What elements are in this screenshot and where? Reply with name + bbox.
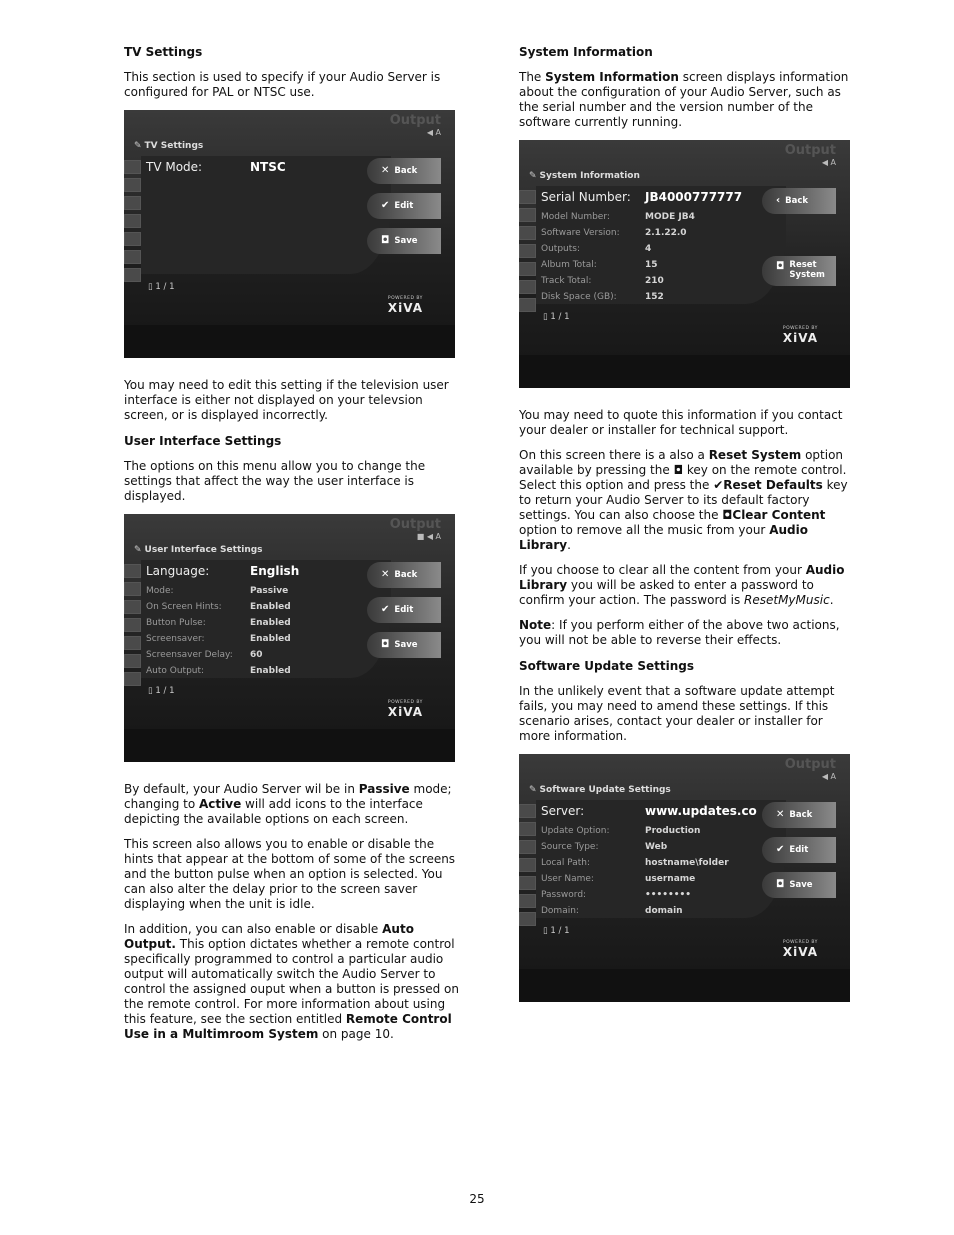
- tv-settings-screenshot: [124, 110, 455, 358]
- zone-label: A: [830, 158, 836, 167]
- chevron-left-icon: ‹: [776, 195, 781, 206]
- settings-row[interactable]: Password: ••••••••: [541, 890, 692, 900]
- edit-button[interactable]: ✔ Edit: [367, 193, 441, 219]
- page-indicator: 1 / 1: [155, 282, 175, 292]
- right-column: [519, 44, 856, 1022]
- save-button[interactable]: ◘ Save: [367, 228, 441, 254]
- save-button[interactable]: ◘ Save: [367, 632, 441, 658]
- back-button[interactable]: ‹ Back: [762, 188, 836, 214]
- square-icon: ◘: [381, 639, 390, 650]
- xiva-logo: POWERED BY XiVA: [782, 326, 818, 345]
- settings-row[interactable]: Serial Number: JB4000777777: [541, 190, 743, 204]
- left-bar: [519, 190, 536, 316]
- page-icon: ▯: [148, 282, 153, 292]
- page-indicator: 1 / 1: [550, 926, 570, 936]
- speaker-icon: ◀: [426, 532, 433, 541]
- support-paragraph: You may need to quote this information if you contact your dealer or installer for technical support.: [519, 408, 843, 437]
- check-icon: ✔: [381, 200, 390, 211]
- settings-row[interactable]: Language: English: [146, 564, 300, 578]
- settings-row[interactable]: Outputs: 4: [541, 244, 652, 254]
- check-icon: ✔: [381, 604, 390, 615]
- ui-settings-heading: User Interface Settings: [124, 434, 282, 448]
- output-label: Output: [389, 517, 441, 532]
- page-indicator: 1 / 1: [155, 686, 175, 696]
- hints-paragraph: This screen also allows you to enable or disable the hints that appear at the bottom of some of the screens and the button pulse when an option is selected. You can also alter the delay prior to the screen saver displaying when the unit is idle.: [124, 837, 456, 911]
- close-icon: ✕: [381, 569, 390, 580]
- system-info-intro: The System Information screen displays information about the configuration of your Audio Server, such as the serial number and the version number of the software currently running.: [519, 70, 849, 129]
- password-paragraph: If you choose to clear all the content from your Audio Library you will be asked to enter a password to confirm your action. The password is ResetMyMusic.: [519, 563, 845, 607]
- page-icon: ▯: [543, 926, 548, 936]
- left-bar: [124, 564, 141, 690]
- screen-title: User Interface Settings: [144, 545, 263, 555]
- xiva-logo: POWERED BY XiVA: [782, 940, 818, 959]
- wrench-icon: ✎: [529, 785, 537, 795]
- tv-settings-intro: This section is used to specify if your Audio Server is configured for PAL or NTSC use.: [124, 70, 441, 99]
- screen-title: TV Settings: [144, 141, 204, 151]
- screen-title: System Information: [539, 171, 640, 181]
- wrench-icon: ✎: [134, 141, 142, 151]
- speaker-icon: ◀: [821, 158, 828, 167]
- wrench-icon: ✎: [529, 171, 537, 181]
- auto-output-paragraph: In addition, you can also enable or disable Auto Output. This option dictates whether a remote control specifically programmed to control a particular audio output will automatically switch the Audio Server to control the assigned ouput when a button is pressed on the remote control. For more information about using this feature, see the section entitled Remote Control Use in a Multimroom System on page 10.: [124, 922, 459, 1041]
- screen-title: Software Update Settings: [539, 785, 671, 795]
- save-button[interactable]: ◘ Save: [762, 872, 836, 898]
- settings-row[interactable]: Model Number: MODE JB4: [541, 212, 695, 222]
- row-key: TV Mode:: [146, 160, 203, 174]
- settings-row[interactable]: Screensaver: Enabled: [146, 634, 291, 644]
- output-label: Output: [389, 113, 441, 128]
- page-number: 25: [469, 1192, 485, 1206]
- settings-row[interactable]: Local Path: hostname\folder: [541, 858, 729, 868]
- page-icon: ▯: [543, 312, 548, 322]
- output-label: Output: [784, 757, 836, 772]
- page-indicator: 1 / 1: [550, 312, 570, 322]
- tv-settings-note: You may need to edit this setting if the television user interface is either not displayed on your televsion screen, or is displayed incorrectly.: [124, 378, 449, 422]
- back-button[interactable]: ✕ Back: [367, 158, 441, 184]
- speaker-icon: ◀: [821, 772, 828, 781]
- system-info-heading: System Information: [519, 45, 653, 59]
- note-paragraph: Note: If you perform either of the above two actions, you will not be able to reverse their effects.: [519, 618, 840, 647]
- reset-paragraph: On this screen there is a also a Reset System option available by pressing the ◘ key on the remote control. Select this option and press the ✔Reset Defaults key to return your Audio Server to its default factory settings. You can also choose the ◘Clear Content option to remove all the music from your Audio Library.: [519, 448, 848, 552]
- ui-settings-intro: The options on this menu allow you to change the settings that affect the way the user interface is displayed.: [124, 459, 426, 503]
- close-icon: ✕: [776, 809, 785, 820]
- left-column: [124, 44, 461, 1052]
- mode-paragraph: By default, your Audio Server wil be in Passive mode; changing to Active will add icons to the interface depicting the available options on each screen.: [124, 782, 452, 826]
- reset-system-button[interactable]: ◘ Reset System: [762, 256, 836, 286]
- check-icon: ✔: [713, 478, 724, 492]
- software-update-intro: In the unlikely event that a software update attempt fails, you may need to amend these settings. If this scenario arises, contact your dealer or installer for more information.: [519, 684, 835, 743]
- settings-row[interactable]: Button Pulse: Enabled: [146, 618, 291, 628]
- settings-row[interactable]: Domain: domain: [541, 906, 683, 916]
- close-icon: ✕: [381, 165, 390, 176]
- square-key-icon: ◘: [673, 463, 684, 477]
- xiva-logo: POWERED BY XiVA: [387, 296, 423, 315]
- edit-button[interactable]: ✔ Edit: [762, 837, 836, 863]
- edit-button[interactable]: ✔ Edit: [367, 597, 441, 623]
- square-key-icon: ◘: [722, 508, 733, 522]
- software-update-heading: Software Update Settings: [519, 659, 694, 673]
- speaker-icon: ◀: [426, 128, 433, 137]
- settings-row[interactable]: Auto Output: Enabled: [146, 666, 291, 676]
- stop-icon: ■: [416, 532, 425, 541]
- output-label: Output: [784, 143, 836, 158]
- xiva-logo: POWERED BY XiVA: [387, 700, 423, 719]
- settings-row[interactable]: Software Version: 2.1.22.0: [541, 228, 687, 238]
- square-icon: ◘: [381, 235, 390, 246]
- back-button[interactable]: ✕ Back: [762, 802, 836, 828]
- settings-row[interactable]: [146, 160, 286, 182]
- zone-label: A: [435, 532, 441, 541]
- settings-row[interactable]: Track Total: 210: [541, 276, 664, 286]
- check-icon: ✔: [776, 844, 785, 855]
- settings-row[interactable]: Album Total: 15: [541, 260, 658, 270]
- settings-row[interactable]: Server: www.updates.co: [541, 804, 757, 818]
- row-value: NTSC: [250, 160, 286, 174]
- left-bar: [519, 804, 536, 930]
- settings-row[interactable]: Source Type: Web: [541, 842, 668, 852]
- settings-row[interactable]: User Name: username: [541, 874, 696, 884]
- settings-row[interactable]: Update Option: Production: [541, 826, 701, 836]
- ui-settings-screenshot: [124, 514, 455, 762]
- left-bar: [124, 160, 141, 286]
- settings-row[interactable]: Screensaver Delay: 60: [146, 650, 263, 660]
- zone-label: A: [435, 128, 441, 137]
- page-icon: ▯: [148, 686, 153, 696]
- tv-settings-heading: TV Settings: [124, 45, 203, 59]
- system-info-screenshot: [519, 140, 850, 388]
- back-button[interactable]: ✕ Back: [367, 562, 441, 588]
- square-icon: ◘: [776, 261, 785, 272]
- zone-label: A: [830, 772, 836, 781]
- settings-row[interactable]: Mode: Passive: [146, 586, 289, 596]
- settings-row[interactable]: Disk Space (GB): 152: [541, 292, 664, 302]
- square-icon: ◘: [776, 879, 785, 890]
- wrench-icon: ✎: [134, 545, 142, 555]
- software-update-screenshot: [519, 754, 850, 1002]
- settings-row[interactable]: On Screen Hints: Enabled: [146, 602, 291, 612]
